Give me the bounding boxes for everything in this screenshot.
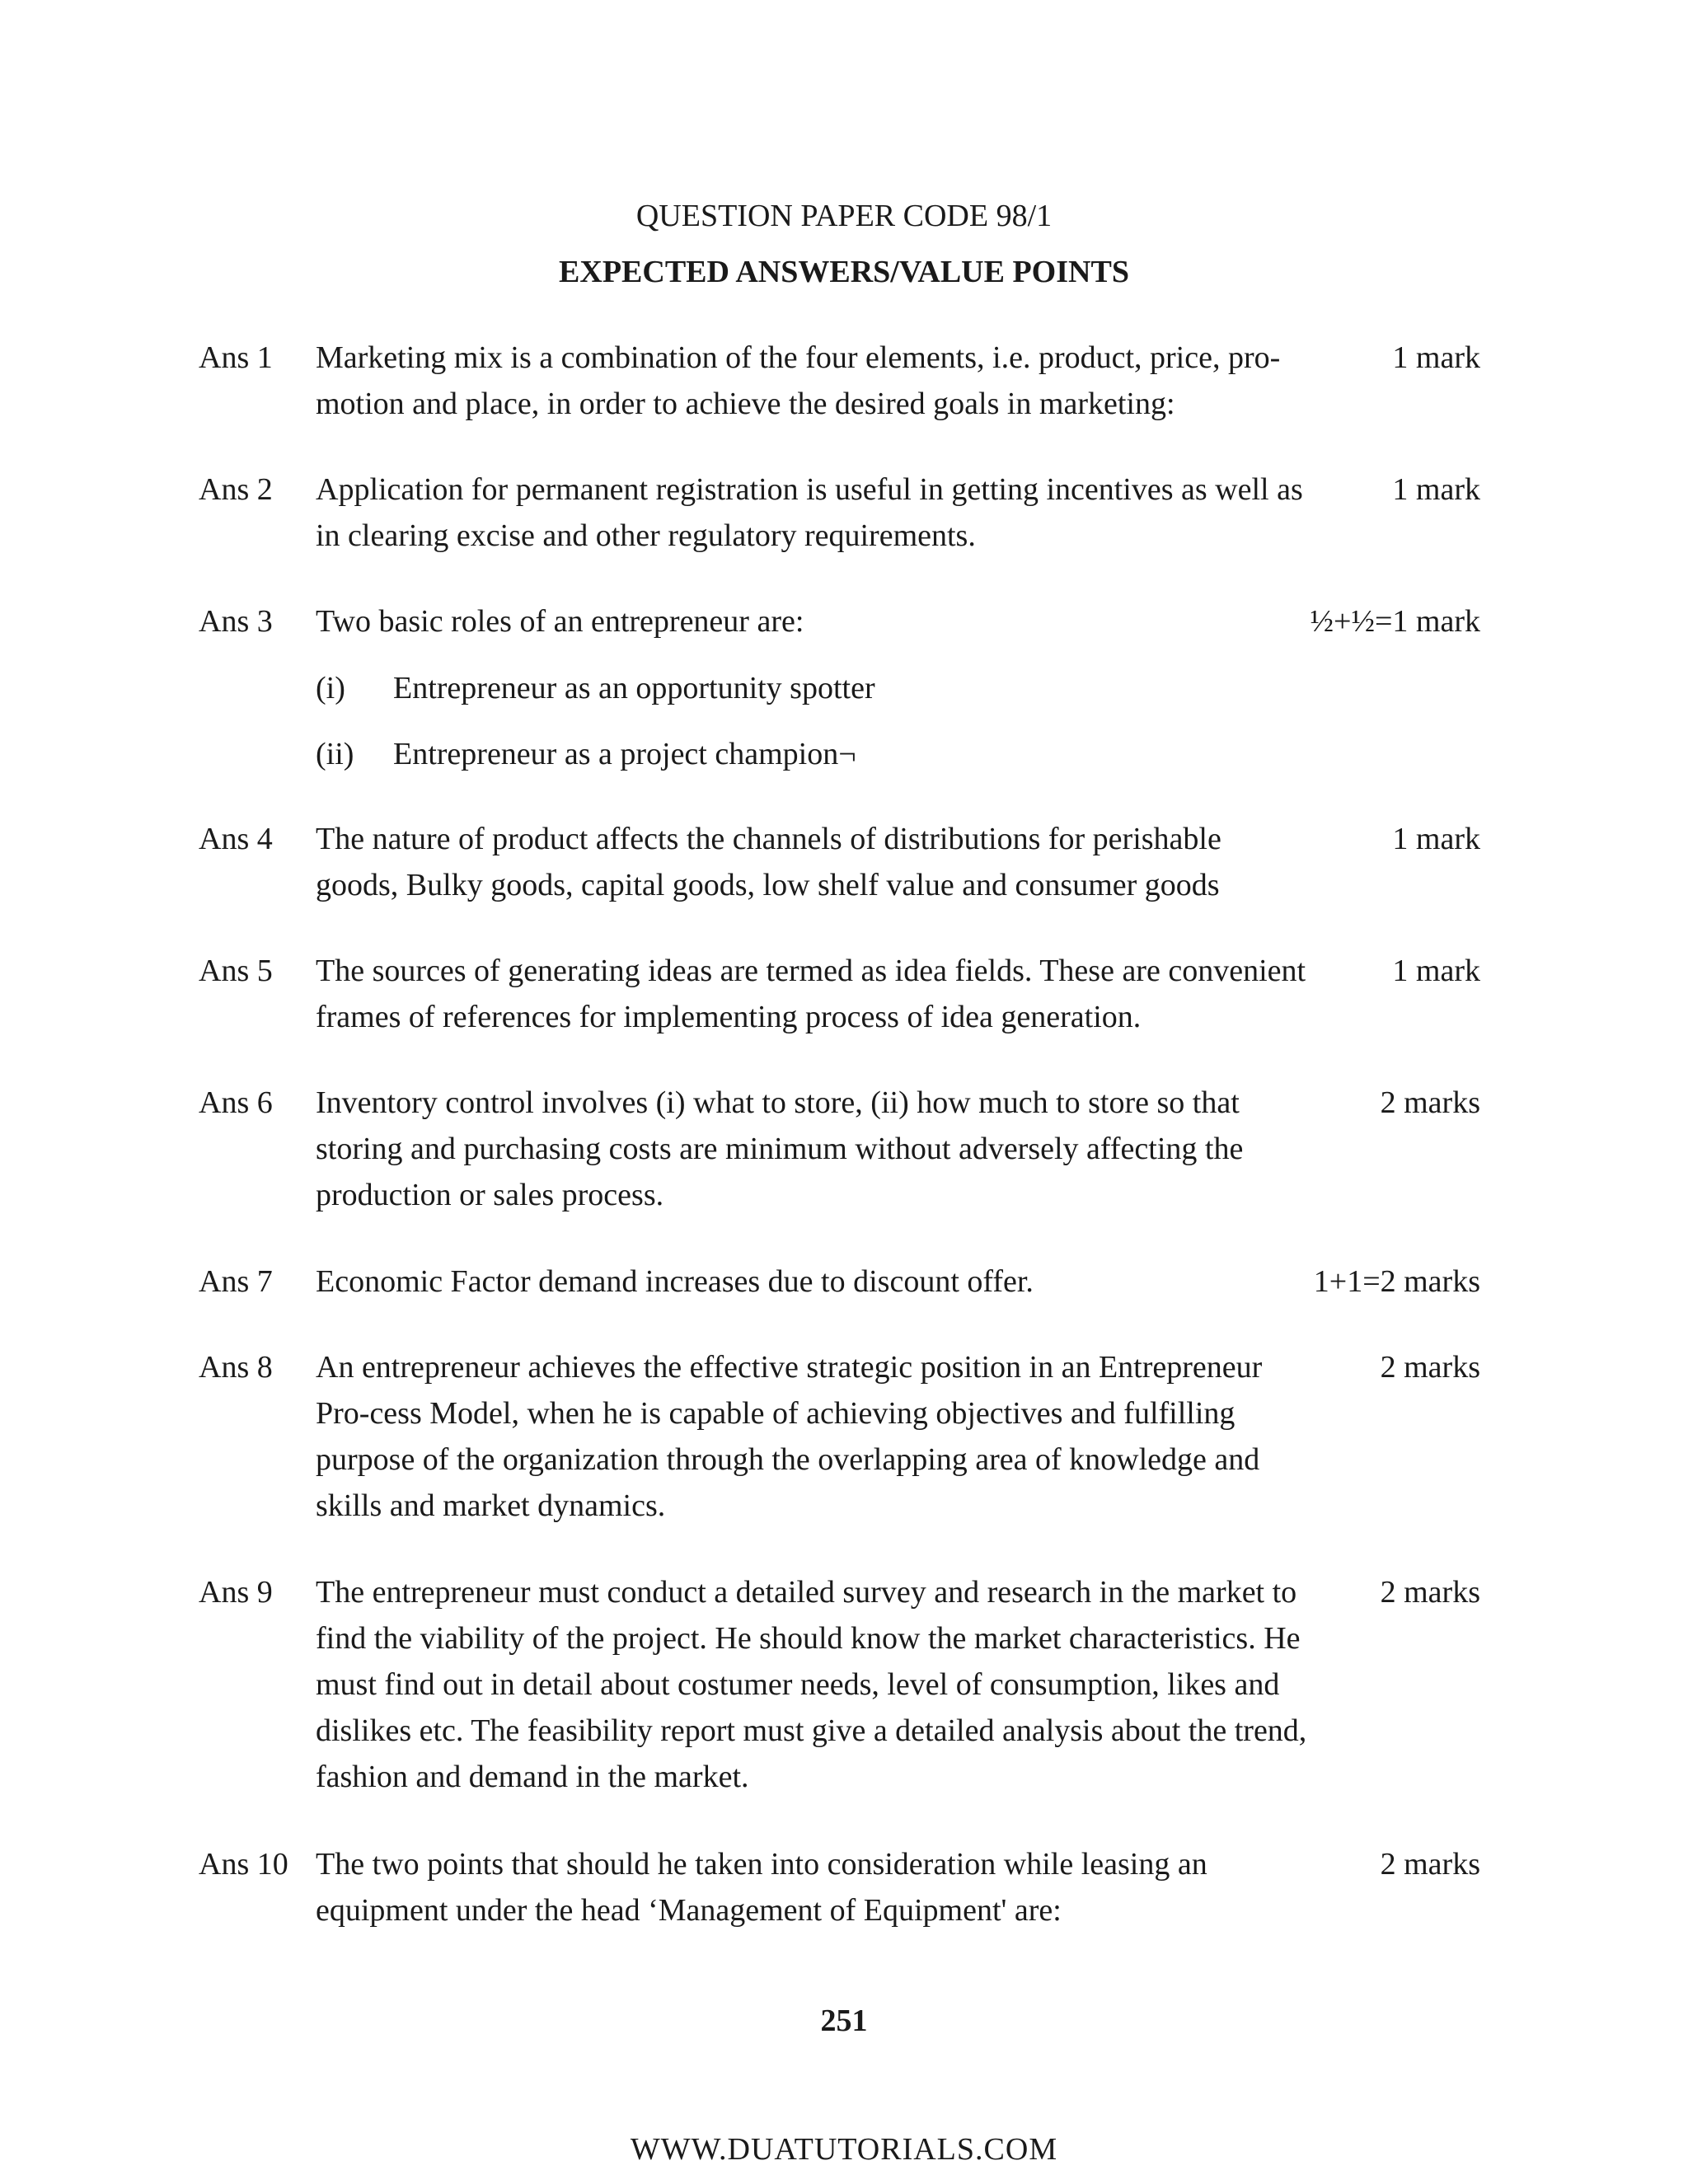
answer-text: The sources of generating ideas are termed as idea fields. These are convenient frames of references for implementing process of idea generation. xyxy=(316,954,1306,1034)
answer-label: Ans 10 xyxy=(199,1847,288,1882)
answer-label: Ans 6 xyxy=(199,1085,273,1120)
item-number: (ii) xyxy=(316,737,354,771)
footer-url[interactable]: WWW.DUATUTORIALS.COM xyxy=(630,2132,1058,2167)
answer-marks: 2 marks xyxy=(1380,1085,1480,1120)
page-number: 251 xyxy=(820,2004,868,2038)
question-paper-code: QUESTION PAPER CODE 98/1 xyxy=(635,199,1053,233)
answer-label: Ans 9 xyxy=(199,1575,273,1610)
answer-text: The two points that should he taken into consideration while leasing an equipment under the head ‘Management of Equipment' are: xyxy=(316,1847,1207,1928)
answer-text: Inventory control involves (i) what to store, (ii) how much to store so that storing and purchasing costs are minimum without adversely affecting the production or sales process. xyxy=(316,1085,1244,1212)
answer-text: Marketing mix is a combination of the four elements, i.e. product, price, pro-motion and place, in order to achieve the desired goals in marketing: xyxy=(316,340,1281,421)
answer-label: Ans 7 xyxy=(199,1264,273,1299)
answer-label: Ans 1 xyxy=(199,340,273,375)
answer-marks: 1+1=2 marks xyxy=(1313,1264,1480,1299)
answer-text: An entrepreneur achieves the effective strategic position in an Entrepreneur Pro-cess Model, when he is capable of achieving objectives and fulfilling purpose of the organization through the overlapping area of knowledge and skills and market dynamics. xyxy=(316,1350,1263,1523)
answer-text: The entrepreneur must conduct a detailed survey and research in the market to find the viability of the project. He should know the market characteristics. He must find out in detail about costumer needs, level of consumption, likes and dislikes etc. The feasibility report must give a detailed analysis about the trend, fashion and demand in the market. xyxy=(316,1575,1307,1794)
item-number: (i) xyxy=(316,671,345,705)
answer-label: Ans 3 xyxy=(199,604,273,639)
answer-marks: 1 mark xyxy=(1392,954,1480,988)
answer-label: Ans 2 xyxy=(199,472,273,507)
answer-text: The nature of product affects the channels of distributions for perishable goods, Bulky goods, capital goods, low shelf value and consumer goods xyxy=(316,822,1221,902)
answer-marks: 1 mark xyxy=(1392,822,1480,856)
answer-marks: 1 mark xyxy=(1392,472,1480,507)
answer-marks: 2 marks xyxy=(1380,1575,1480,1610)
item-text: Entrepreneur as a project champion¬ xyxy=(393,737,856,771)
answer-marks: 2 marks xyxy=(1380,1350,1480,1385)
item-text: Entrepreneur as an opportunity spotter xyxy=(393,671,875,705)
answer-marks: 2 marks xyxy=(1380,1847,1480,1882)
answer-marks: ½+½=1 mark xyxy=(1310,604,1480,639)
answer-text: Application for permanent registration is useful in getting incentives as well as in clearing excise and other regulatory requirements. xyxy=(316,472,1303,553)
answer-text: Two basic roles of an entrepreneur are: xyxy=(316,604,804,639)
answer-label: Ans 4 xyxy=(199,822,273,856)
answer-label: Ans 5 xyxy=(199,954,273,988)
answer-label: Ans 8 xyxy=(199,1350,273,1385)
answer-marks: 1 mark xyxy=(1392,340,1480,375)
page-title: EXPECTED ANSWERS/VALUE POINTS xyxy=(559,255,1129,289)
answer-text: Economic Factor demand increases due to discount offer. xyxy=(316,1264,1034,1299)
